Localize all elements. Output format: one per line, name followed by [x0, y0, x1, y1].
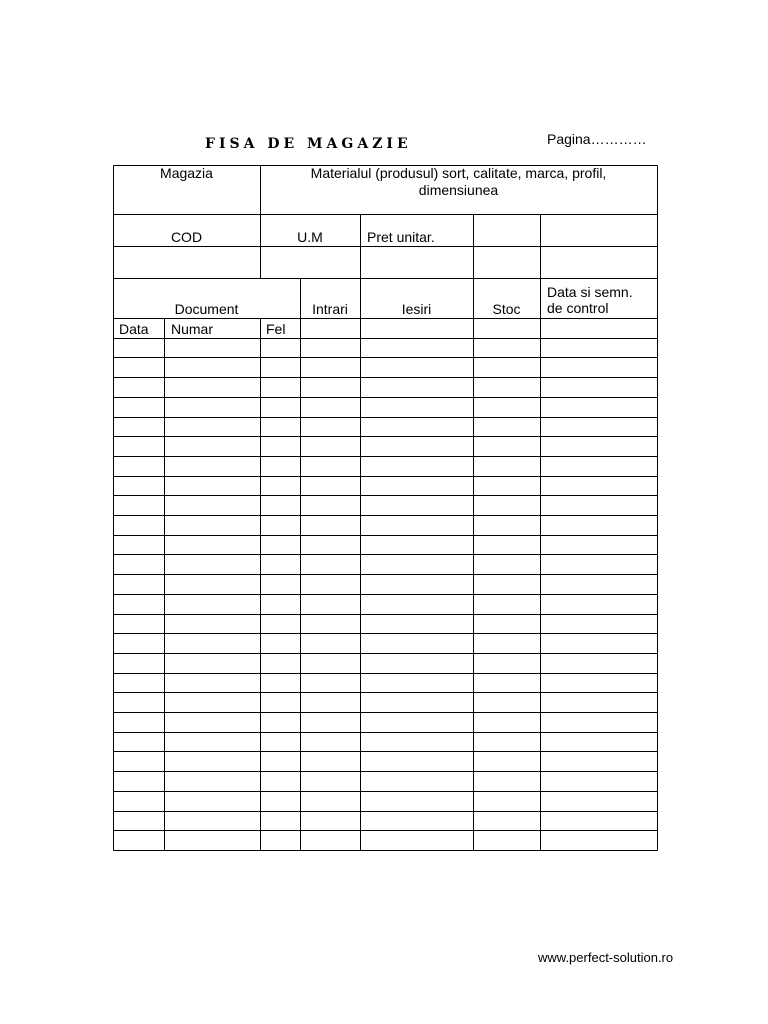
material-header-line2: dimensiunea — [418, 182, 499, 198]
stoc-header: Stoc — [492, 301, 521, 317]
page-title: FISA DE MAGAZIE — [205, 136, 412, 152]
page-number-label: Pagina………… — [547, 131, 647, 147]
data-semn-header-line2: de control — [547, 300, 609, 316]
footer-url: www.perfect-solution.ro — [538, 950, 674, 965]
fel-subheader: Fel — [266, 321, 286, 337]
numar-subheader: Numar — [171, 321, 214, 337]
iesiri-header: Iesiri — [401, 301, 432, 317]
intrari-header: Intrari — [312, 301, 348, 317]
magazia-header: Magazia — [160, 165, 213, 181]
data-subheader: Data — [119, 321, 149, 337]
data-semn-header-line1: Data si semn. — [547, 284, 633, 300]
document-header: Document — [174, 301, 239, 317]
material-header-line1: Materialul (produsul) sort, calitate, marca, profil, — [310, 165, 607, 181]
cod-header: COD — [170, 229, 203, 245]
pret-unitar-header: Pret unitar. — [367, 229, 435, 245]
um-header: U.M — [297, 229, 323, 245]
